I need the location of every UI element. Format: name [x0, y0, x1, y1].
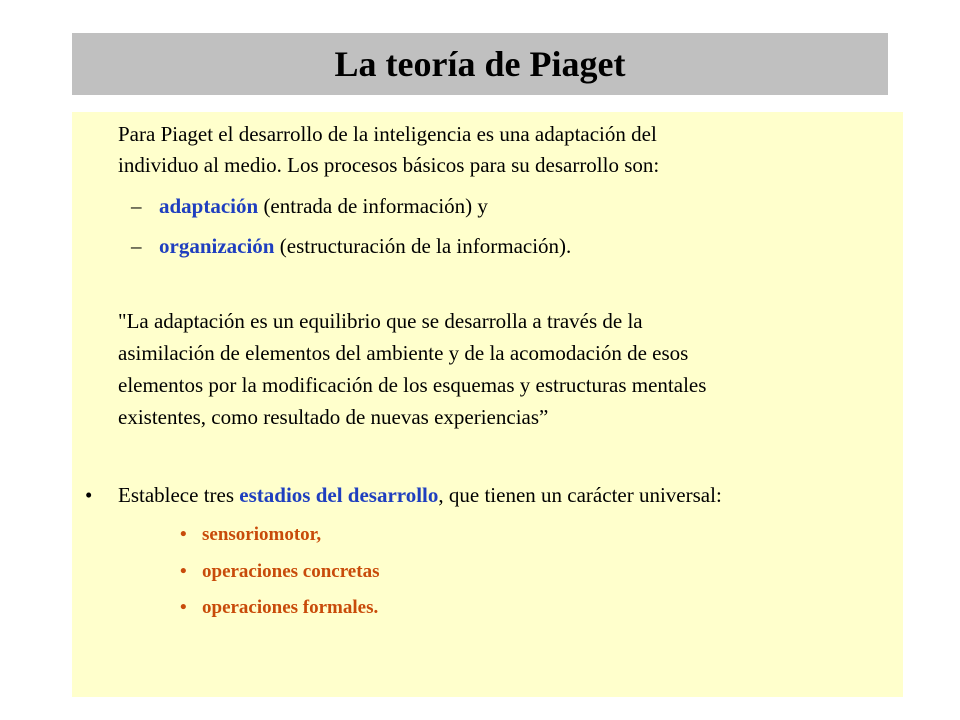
term-adaptacion: adaptación — [159, 194, 259, 218]
dash-item-adaptacion — [131, 193, 488, 219]
slide-title: La teoría de Piaget — [334, 44, 626, 84]
stages-suffix: , que tienen un carácter universal: — [438, 483, 722, 507]
dash-item-rest: (estructuración de la información). — [274, 234, 572, 258]
stages-prefix: Establece tres — [118, 483, 240, 507]
bullet-marker: • — [180, 561, 187, 582]
dash-marker: – — [131, 234, 142, 258]
intro-line-2: individuo al medio. Los procesos básicos para su desarrollo son: — [118, 153, 660, 177]
quote-line-4: existentes, como resultado de nuevas experiencias” — [118, 405, 549, 429]
stage-item-concretas — [180, 560, 379, 584]
dash-marker: – — [131, 194, 142, 218]
bullet-marker: • — [180, 524, 187, 545]
term-organizacion: organización — [159, 234, 275, 258]
stage-label: operaciones formales. — [202, 597, 379, 618]
dash-item-rest: (entrada de información) y — [258, 194, 488, 218]
quote-line-3: elementos por la modificación de los esquemas y estructuras mentales — [118, 373, 707, 397]
quote-line-1: "La adaptación es un equilibrio que se desarrolla a través de la — [118, 309, 643, 333]
stage-label: sensoriomotor, — [202, 524, 322, 545]
dash-item-organizacion — [131, 233, 571, 259]
stage-item-formales — [180, 596, 378, 620]
stage-label: operaciones concretas — [202, 561, 380, 582]
title-bar — [72, 33, 888, 95]
bullet-marker: • — [85, 483, 93, 507]
bullet-marker: • — [180, 597, 187, 618]
stage-item-sensoriomotor — [180, 523, 321, 547]
term-estadios: estadios del desarrollo — [239, 483, 439, 507]
stages-bullet-item — [85, 482, 722, 508]
quote-line-2: asimilación de elementos del ambiente y de la acomodación de esos — [118, 341, 689, 365]
intro-line-1: Para Piaget el desarrollo de la inteligencia es una adaptación del — [118, 122, 657, 146]
